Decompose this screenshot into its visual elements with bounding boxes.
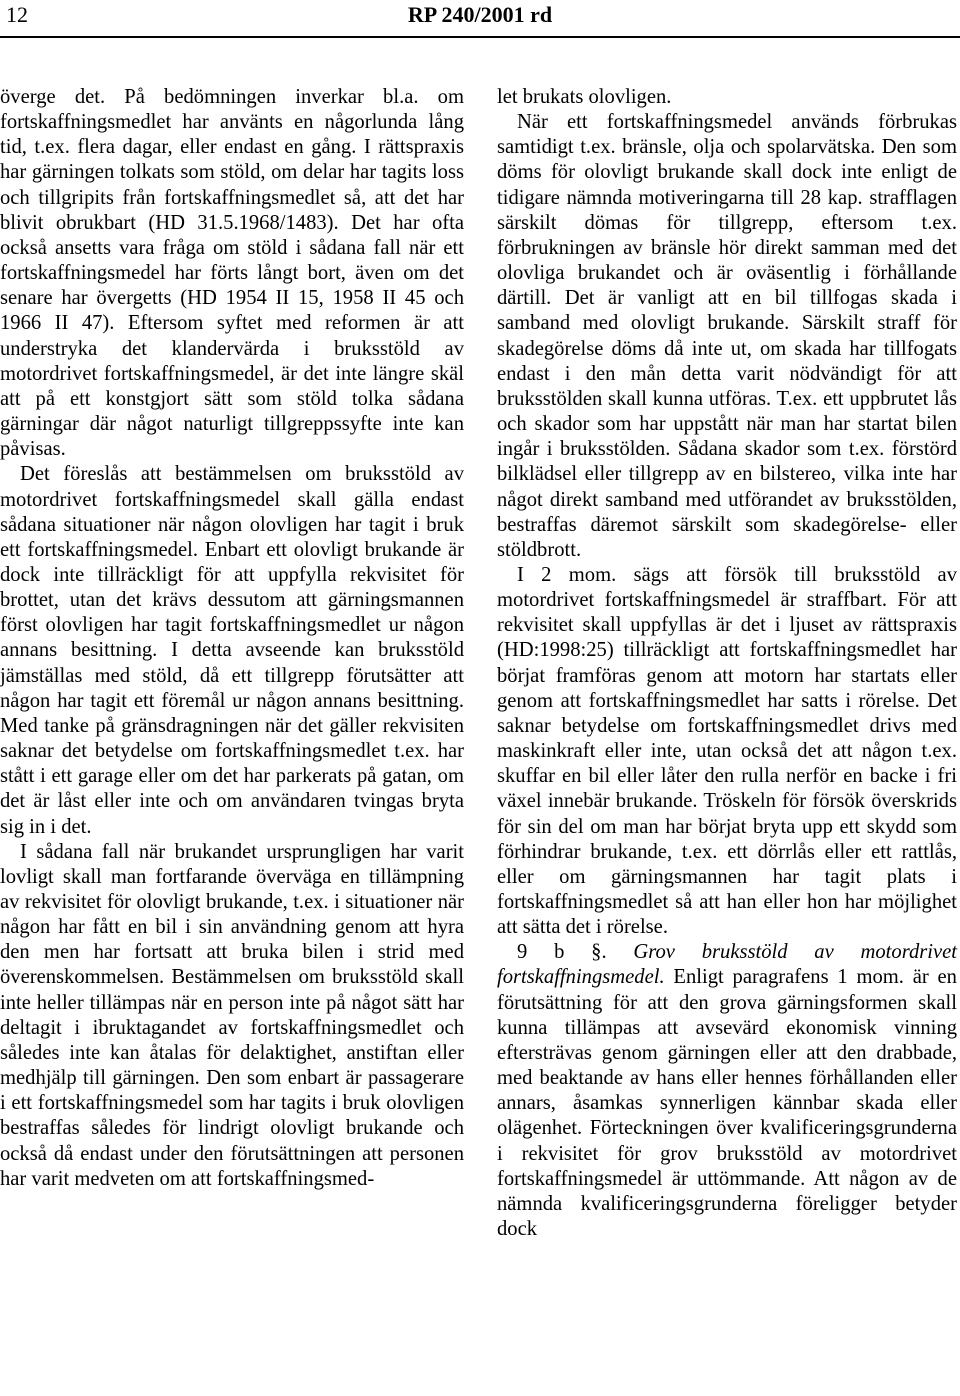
body-paragraph: När ett fortskaffningsmedel används förbrukas samtidigt t.ex. bränsle, olja och spolarvätska. Den som döms för olovligt brukande skall dock inte enligt de tidigare nämnda motiveringarna till 28 kap. strafflagen särskilt dömas för tillgrepp, eftersom t.ex. förbrukningen av bränsle hör direkt samman med det olovliga brukandet och är oväsentlig i förhållande därtill. Det är vanligt att en bil tillfogas skada i samband med olovligt brukande. Särskilt straff för skadegörelse döms då inte ut, om skada har tillfogats endast i den mån detta varit nödvändigt för att bruksstölden skall kunna utföras. T.ex. ett uppbrutet lås och skador som har uppstått när man har startat bilen ingår i bruksstölden. Sådana skador som t.ex. förstörd bilklädsel eller tillgrepp av en bilstereo, vilka inte har något direkt samband med utförandet av bruksstölden, bestraffas däremot särskilt som skadegörelse- eller stöldbrott.: [497, 111, 957, 561]
body-paragraph: I sådana fall när brukandet ursprungligen har varit lovligt skall man fortfarande överväga en tillämpning av rekvisitet för olovligt brukande, t.ex. i situationer när någon har fått en bil i sin användning genom att hyra den men har fortsatt att bruka bilen i strid med överenskommelsen. Bestämmelsen om bruksstöld skall inte heller tillämpas när en person inte på något sätt har deltagit i ibruktagandet av fortskaffningsmedlet och således inte kan åtalas för delaktighet, anstiftan eller medhjälp till gärningen. Den som enbart är passagerare i ett fortskaffningsmedel som har tagits i bruk olovligen bestraffas således för lindrigt olovligt brukande och också då endast under den förutsättningen att personen har varit medveten om att fortskaffningsmed-: [0, 840, 464, 1190]
section-text: Enligt paragrafens 1 mom. är en förutsättning för att den grova gärningsformen skall kunna tillämpas att avsevärd ekonomisk vinning eftersträvas genom gärningen eller att den drabbade, med beaktande av hans eller hennes förhållanden eller annars, åsamkas synnerligen kännbar skada eller olägenhet. Förteckningen över kvalificeringsgrunderna i rekvisitet för grov bruksstöld av motordrivet fortskaffningsmedel är uttömmande. Att någon av de nämnda kvalificeringsgrunderna föreligger betyder dock: [497, 966, 957, 1241]
right-column: [497, 85, 957, 1242]
page-number: 12: [6, 2, 28, 27]
header-rule: [0, 36, 960, 38]
section-heading: Grov bruksstöld av motordrivet fortskaffningsmedel.: [497, 941, 957, 989]
section-number: 9 b §.: [517, 941, 607, 964]
body-paragraph: Det föreslås att bestämmelsen om bruksstöld av motordrivet fortskaffningsmedel skall gälla endast sådana situationer när någon olovligen har tagit i bruk ett fortskaffningsmedel. Enbart ett olovligt brukande är dock inte tillräckligt för att uppfylla rekvisitet för brottet, utan det krävs dessutom att gärningsmannen först olovligen har tagit fortskaffningsmedlet ur någon annans besittning. I detta avseende kan bruksstöld jämställas med stöld, då ett tillgrepp förutsätter att någon har tagit ett föremål ur någon annans besittning. Med tanke på gränsdragningen när det gäller rekvisiten saknar det betydelse om fortskaffningsmedlet t.ex. har stått i ett garage eller om det har parkerats på gatan, om det är låst eller inte och om användaren tvingas bryta sig in i det.: [0, 463, 464, 838]
body-paragraph: överge det. På bedömningen inverkar bl.a. om fortskaffningsmedlet har använts en någorlunda lång tid, t.ex. flera dagar, eller endast en gång. I rättspraxis har gärningen tolkats som stöld, om delar har tagits loss och tillgripits från fortskaffningsmedlet så, att det har blivit obrukbart (HD 31.5.1968/1483). Det har ofta också ansetts vara fråga om stöld i sådana fall när ett fortskaffningsmedel har förts långt bort, även om det senare har övergetts (HD 1954 II 15, 1958 II 45 och 1966 II 47). Eftersom syftet med reformen är att understryka det klandervärda i bruksstöld av motordrivet fortskaffningsmedel, är det inte längre skäl att på ett konstgjort sätt som stöld tolka sådana gärningar där något naturligt tillgreppssyfte inte kan påvisas.: [0, 86, 464, 461]
section-paragraph: [497, 940, 957, 1242]
document-id: RP 240/2001 rd: [407, 2, 553, 27]
body-paragraph: I 2 mom. sägs att försök till bruksstöld av motordrivet fortskaffningsmedel är straffbart. För att rekvisitet skall uppfyllas är det i ljuset av rättspraxis (HD:1998:25) tillräckligt att fortskaffningsmedlet har börjat framföras genom att motorn har startats eller genom att fortskaffningsmedlet har satts i rörelse. Det saknar betydelse om fortskaffningsmedlet drivs med maskinkraft eller inte, utan också det att någon t.ex. skuffar en bil eller låter den rulla nerför en backe i fri växel innebär brukande. Tröskeln för försök överskrids för sin del om man har börjat bryta upp ett skydd som förhindrar brukande, t.ex. ett dörrlås eller ett rattlås, eller om gärningsmannen har tagit plats i fortskaffningsmedlet så att han eller hon har möjlighet att sätta det i rörelse.: [497, 563, 957, 939]
left-column: [0, 85, 464, 1192]
body-paragraph: let brukats olovligen.: [497, 86, 672, 108]
page-header: [6, 2, 954, 32]
